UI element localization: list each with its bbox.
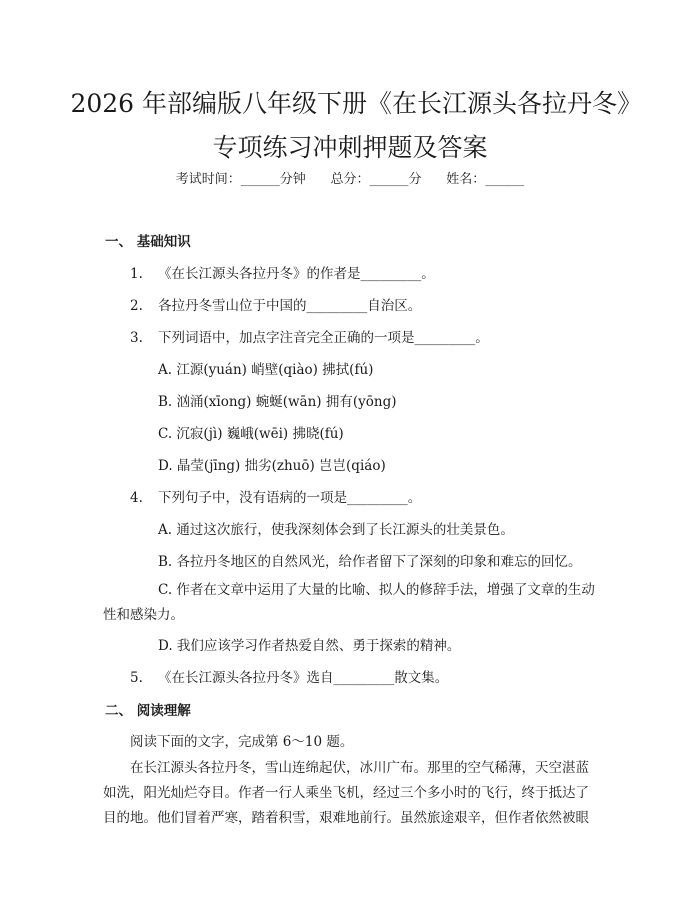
- option-4a: A. 通过这次旅行，使我深刻体会到了长江源头的壮美景色。: [158, 522, 514, 538]
- section-heading-reading: 二、 阅读理解: [105, 703, 191, 719]
- question-2: [130, 294, 421, 314]
- question-number: 4.: [130, 490, 143, 506]
- question-5: [130, 666, 448, 686]
- option-4c: C. 作者在文章中运用了大量的比喻、拟人的修辞手法，增强了文章的生动性和感染力。: [103, 582, 595, 623]
- option-3a: A. 江源(yuán) 峭壁(qiào) 拂拭(fú): [158, 362, 374, 378]
- question-1: [130, 262, 435, 282]
- question-text: 各拉丹冬雪山位于中国的_________自治区。: [158, 298, 422, 314]
- question-4: [130, 486, 421, 506]
- exam-meta-line: 考试时间：______分钟 总分：______分 姓名：______: [175, 172, 525, 187]
- question-number: 2.: [130, 298, 143, 314]
- reading-intro: 阅读下面的文字，完成第 6～10 题。: [130, 734, 354, 750]
- question-text: 《在长江源头各拉丹冬》选自_________散文集。: [158, 670, 449, 686]
- question-text: 《在长江源头各拉丹冬》的作者是_________。: [158, 266, 435, 282]
- question-3: [130, 326, 489, 346]
- option-4d: D. 我们应该学习作者热爱自然、勇于探索的精神。: [158, 638, 461, 654]
- option-3d: D. 晶莹(jīng) 拙劣(zhuō) 岂岂(qiáo): [158, 458, 386, 474]
- option-4b: B. 各拉丹冬地区的自然风光，给作者留下了深刻的印象和难忘的回忆。: [158, 554, 582, 570]
- document-title: 2026 年部编版八年级下册《在长江源头各拉丹冬》专项练习冲刺押题及答案: [70, 89, 630, 162]
- option-3b: B. 汹涌(xīong) 蜿蜒(wān) 拥有(yōng): [158, 394, 397, 410]
- question-number: 3.: [130, 330, 143, 346]
- question-text: 下列词语中，加点字注音完全正确的一项是_________。: [158, 330, 489, 346]
- question-text: 下列句子中，没有语病的一项是_________。: [158, 490, 422, 506]
- section-heading-basic: 一、 基础知识: [105, 234, 191, 250]
- question-number: 1.: [130, 266, 143, 282]
- reading-passage: 在长江源头各拉丹冬，雪山连绵起伏，冰川广布。那里的空气稀薄，天空湛蓝如洗，阳光灿烂夺目。作者一行人乘坐飞机，经过三个多小时的飞行，终于抵达了目的地。他们冒着严寒，踏着积雪，艰难地前行。虽然旅途艰辛，但作者依然被眼: [103, 760, 589, 826]
- option-3c: C. 沉寂(jì) 巍峨(wēi) 拂晓(fú): [158, 426, 344, 442]
- question-number: 5.: [130, 670, 143, 686]
